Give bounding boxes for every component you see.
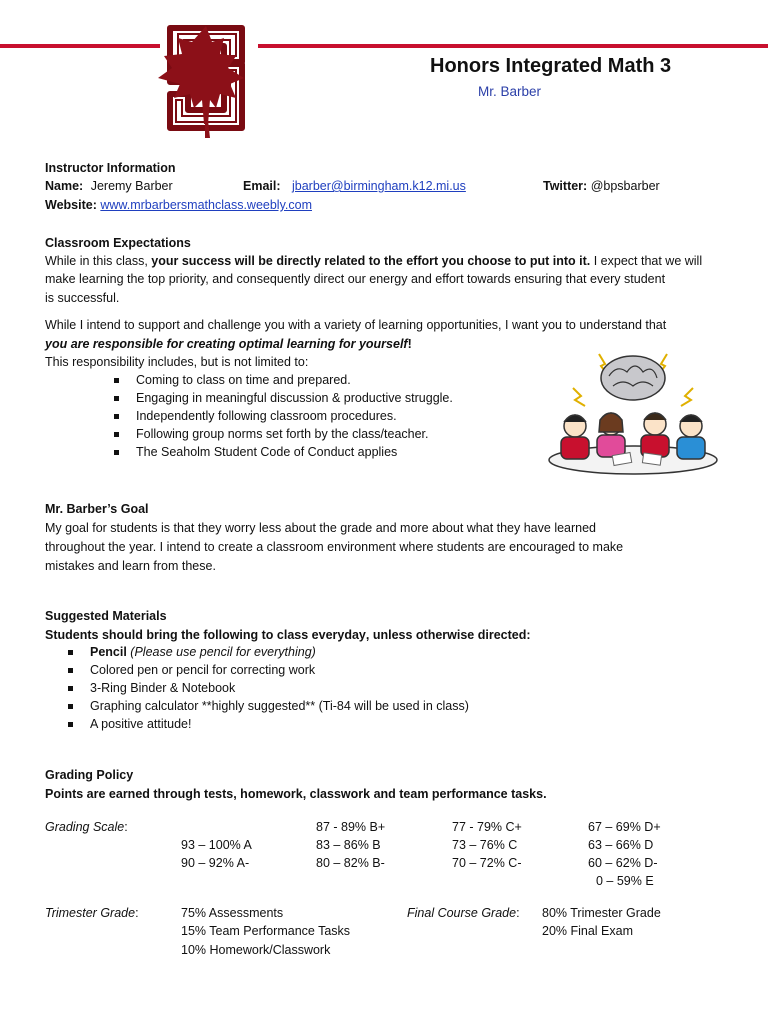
grade-c: 73 – 76% C (452, 838, 518, 852)
header-rule-left (0, 44, 160, 48)
emphasis: you are responsible for creating optimal learning for yourself (45, 337, 408, 351)
materials-intro (45, 626, 531, 644)
grade-a: 93 – 100% A (181, 838, 252, 852)
text: , unless otherwise directed: (365, 628, 531, 642)
grade-a-minus: 90 – 92% A- (181, 856, 250, 870)
expectations-heading: Classroom Expectations (45, 236, 191, 250)
text: I expect that we will (590, 254, 703, 268)
list-item (90, 643, 469, 661)
list-item: Graphing calculator **highly suggested** (Ti-84 will be used in class) (90, 699, 469, 713)
materials-list (90, 643, 469, 733)
name-value: Jeremy Barber (90, 179, 173, 193)
grade-c-plus: 77 - 79% C+ (452, 820, 522, 834)
website-link[interactable]: www.mrbarbersmathclass.weebly.com (100, 198, 312, 212)
emphasis: everyday (311, 628, 366, 642)
trimester-item: 75% Assessments (181, 906, 284, 920)
school-logo (150, 20, 262, 140)
emphasis: your success will be directly related to the effort you choose to put into it. (151, 254, 591, 268)
grading-intro: Points are earned through tests, homework, classwork and team performance tasks. (45, 787, 547, 801)
pencil-label: Pencil (90, 645, 127, 659)
grade-e: 0 – 59% E (596, 874, 654, 888)
text: While in this class, (45, 254, 152, 268)
students-brain-illustration (543, 348, 723, 480)
instructor-heading: Instructor Information (45, 161, 176, 175)
email-label: Email: (243, 179, 281, 193)
trimester-label: Trimester Grade: (45, 906, 139, 920)
grade-b-plus: 87 - 89% B+ (316, 820, 386, 834)
twitter-label: Twitter: (543, 179, 588, 193)
text: ! (407, 337, 412, 351)
trimester-item: 10% Homework/Classwork (181, 943, 331, 957)
expectations-p2-line1: While I intend to support and challenge you with a variety of learning opportunities, I want you to understand that (45, 318, 667, 332)
expectations-p2-line2 (45, 335, 412, 353)
pencil-note: (Please use pencil for everything) (126, 645, 316, 659)
expectations-list (136, 371, 453, 461)
teacher-name: Mr. Barber (478, 84, 542, 99)
list-item: A positive attitude! (90, 715, 469, 733)
text: Final Course Grade (407, 906, 517, 920)
instructor-name-row (45, 177, 173, 195)
list-item: Following group norms set forth by the class/teacher. (136, 425, 453, 443)
trimester-item: 15% Team Performance Tasks (181, 924, 351, 938)
grading-scale-label (45, 818, 128, 836)
text: Trimester Grade (45, 906, 136, 920)
grade-c-minus: 70 – 72% C- (452, 856, 522, 870)
list-item: 3-Ring Binder & Notebook (90, 679, 469, 697)
grade-d-plus: 67 – 69% D+ (588, 820, 661, 834)
expectations-p1-line1 (45, 252, 702, 270)
email-link[interactable]: jbarber@birmingham.k12.mi.us (292, 179, 466, 193)
text: : (124, 820, 128, 834)
list-item: The Seaholm Student Code of Conduct applies (136, 443, 453, 461)
grade-b-minus: 80 – 82% B- (316, 856, 385, 870)
expectations-p1-line2: make learning the top priority, and consequently direct our energy and effort towards ensuring that every student (45, 272, 666, 286)
page-title: Honors Integrated Math 3 (430, 55, 672, 77)
name-label: Name: (45, 179, 84, 193)
list-item: Engaging in meaningful discussion & productive struggle. (136, 391, 453, 405)
expectations-p2-line3: This responsibility includes, but is not limited to: (45, 355, 309, 369)
list-item: Colored pen or pencil for correcting work (90, 661, 469, 679)
list-item: Coming to class on time and prepared. (136, 371, 453, 389)
materials-heading: Suggested Materials (45, 609, 167, 623)
goal-line1: My goal for students is that they worry less about the grade and more about what they have learned (45, 521, 597, 535)
grade-d: 63 – 66% D (588, 838, 654, 852)
website-label: Website: (45, 198, 97, 212)
website-row (45, 196, 312, 214)
list-item: Independently following classroom procedures. (136, 407, 453, 425)
twitter-value: @bpsbarber (590, 179, 660, 193)
final-grade-label: Final Course Grade: (407, 906, 520, 920)
text: Students should bring the following to class (45, 628, 312, 642)
grade-d-minus: 60 – 62% D- (588, 856, 658, 870)
goal-line2: throughout the year. I intend to create a classroom environment where students are encouraged to make (45, 540, 624, 554)
final-grade-item: 20% Final Exam (542, 924, 634, 938)
twitter-row (543, 177, 660, 195)
grade-b: 83 – 86% B (316, 838, 381, 852)
final-grade-item: 80% Trimester Grade (542, 906, 661, 920)
goal-heading: Mr. Barber’s Goal (45, 502, 149, 516)
text: Grading Scale (45, 820, 125, 834)
grading-heading: Grading Policy (45, 768, 134, 782)
email-row (243, 177, 466, 195)
goal-line3: mistakes and learn from these. (45, 559, 216, 573)
header-rule-right (258, 44, 768, 48)
expectations-p1-line3: is successful. (45, 291, 120, 305)
